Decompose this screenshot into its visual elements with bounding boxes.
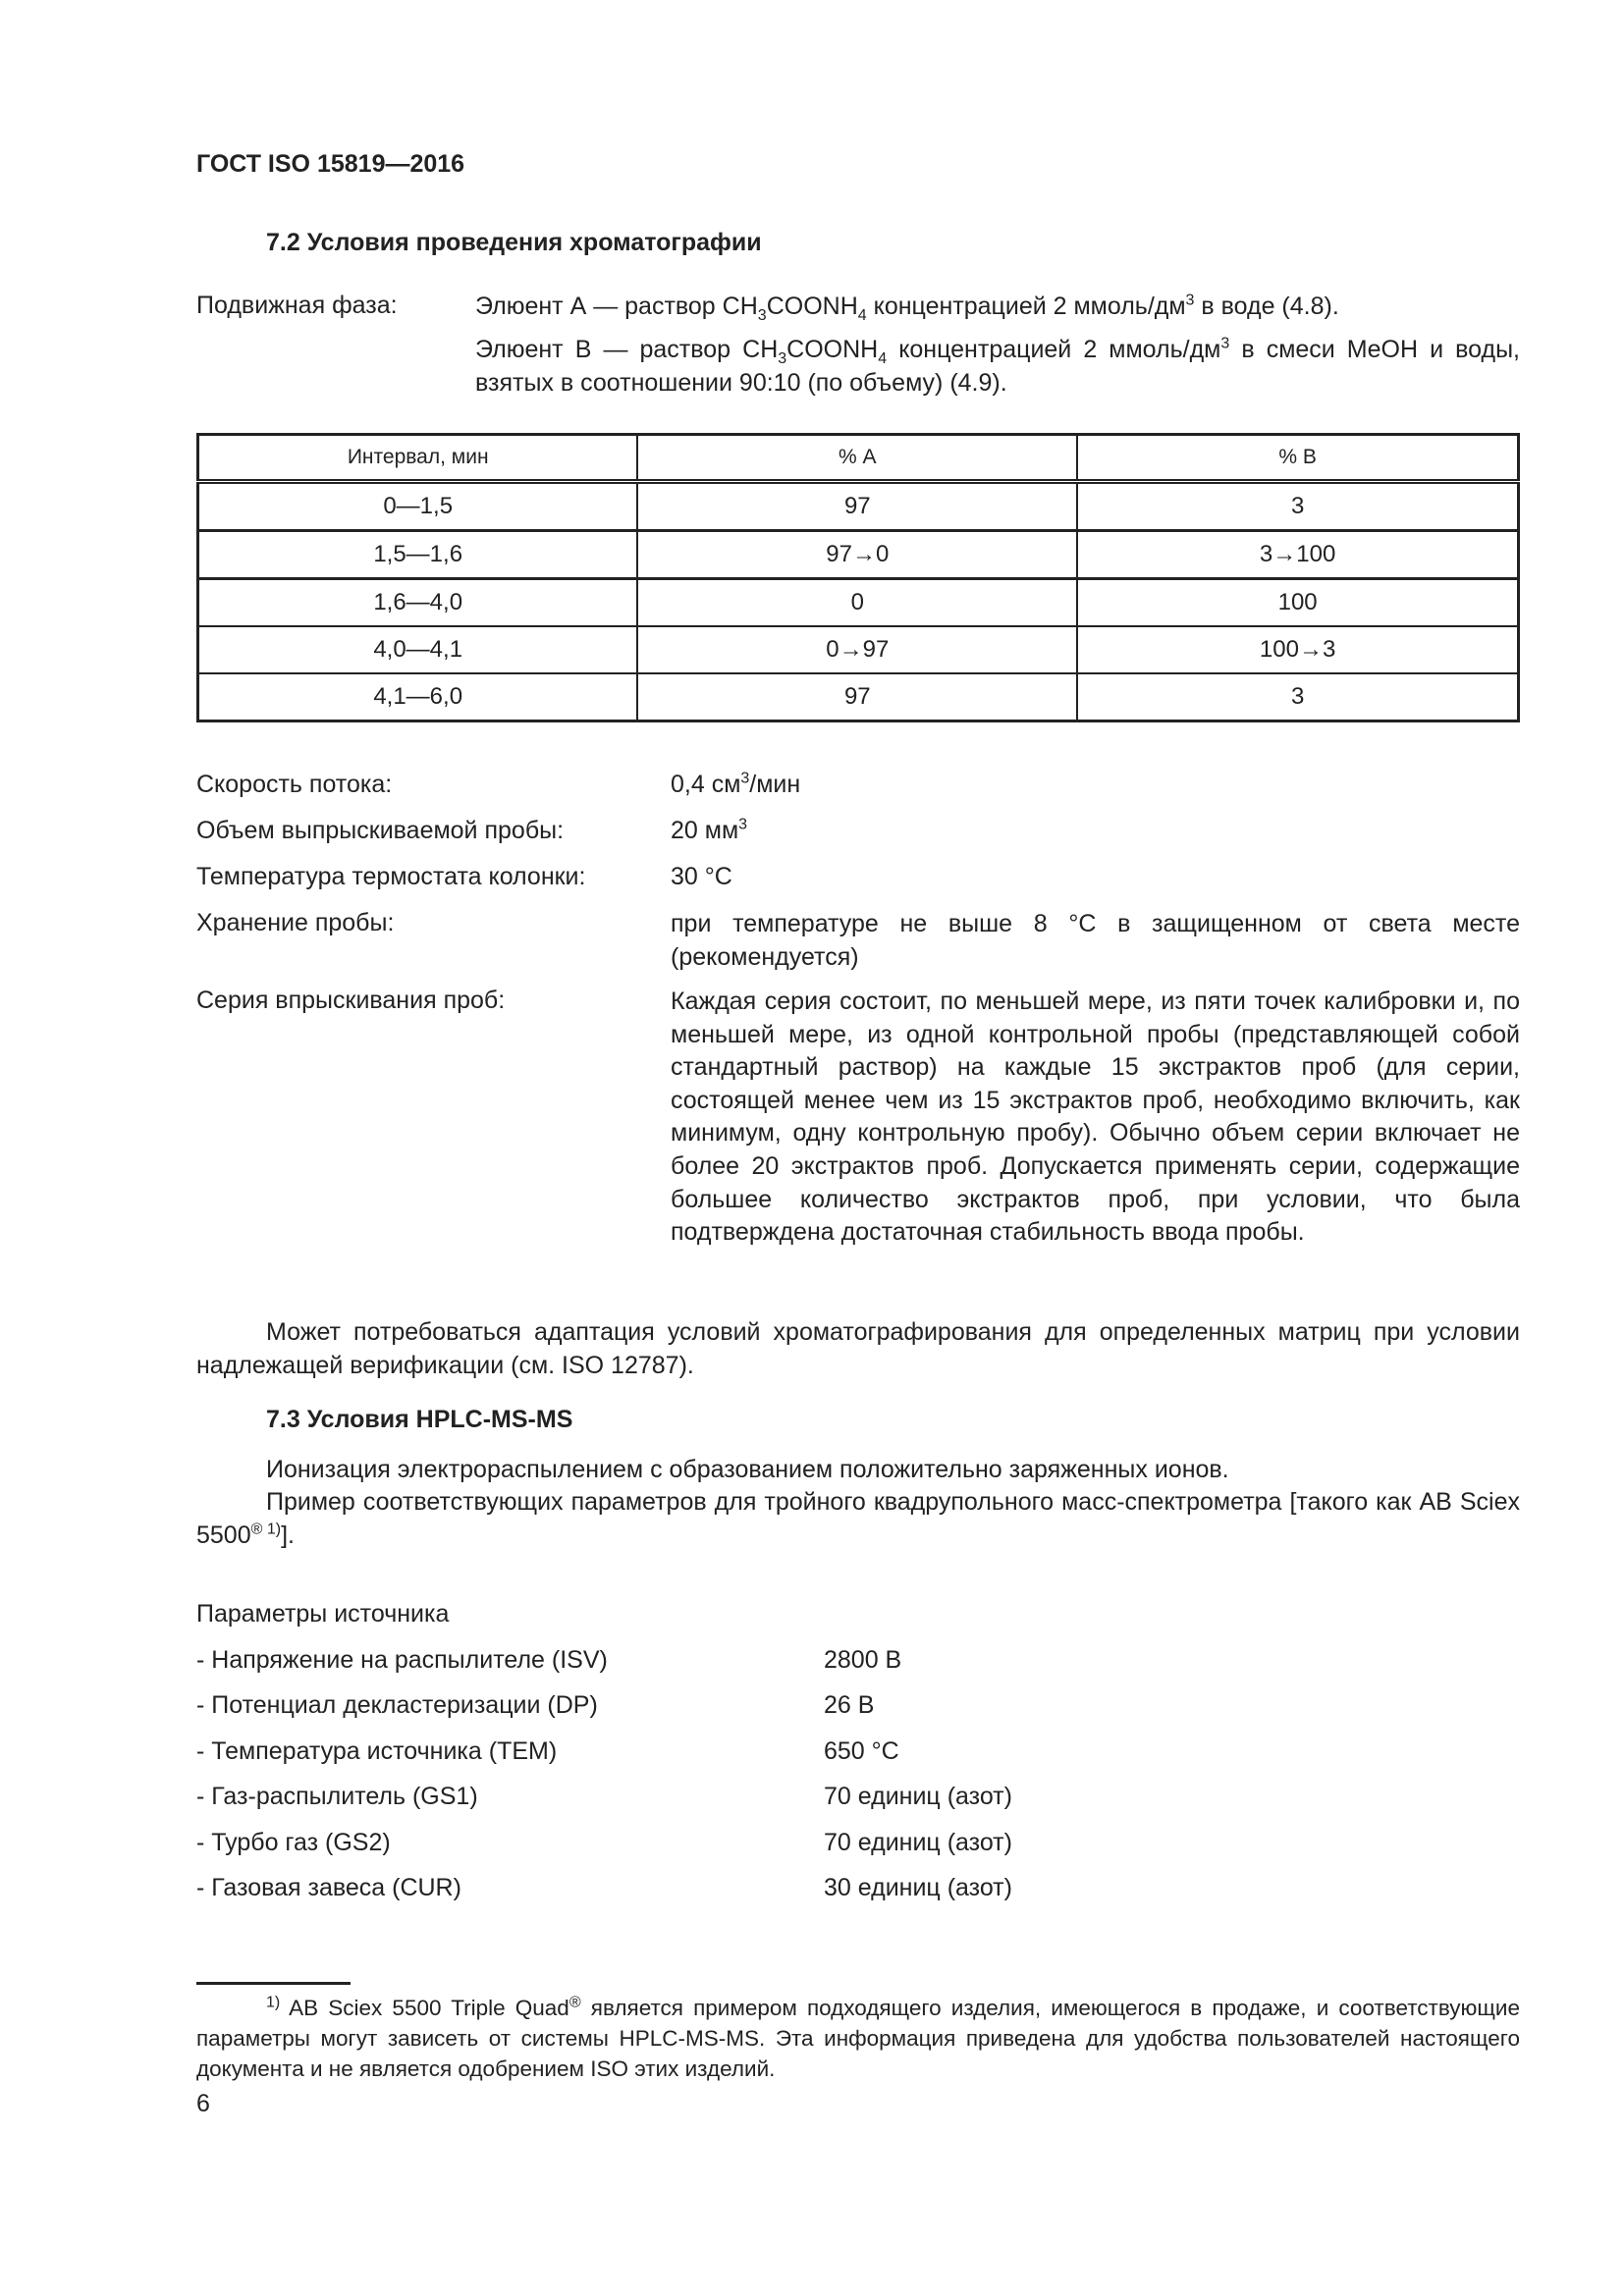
injection-series-label: Серия впрыскивания проб: [196, 987, 506, 1014]
footnote-text: AB Sciex 5500 Triple Quad [280, 1996, 569, 2020]
flow-value: 0,4 см [671, 771, 741, 798]
adaptation-paragraph: Может потребоваться адаптация условий хроматографирования для определенных матриц при условии надлежащей верификации (см. ISO 12787). [196, 1318, 1520, 1379]
footnote-ref: ® 1) [250, 1521, 282, 1538]
table-row [198, 531, 1519, 579]
injection-volume-label: Объем выпрыскиваемой пробы: [196, 817, 565, 844]
table-row [198, 579, 1519, 627]
header-cell: Интервал, мин [198, 435, 638, 482]
flow-rate-label: Скорость потока: [196, 771, 393, 798]
table-row [198, 673, 1519, 721]
superscript: 3 [740, 770, 750, 787]
superscript: ® [568, 1994, 581, 2011]
table-cell: 1,6—4,0 [198, 579, 638, 627]
storage-value: при температуре не выше 8 °С в защищенном от света месте (рекомендуется) [671, 910, 1520, 971]
table-cell: 0→97 [637, 626, 1077, 673]
section-7-3-heading: 7.3 Условия HPLC-MS-MS [266, 1406, 573, 1433]
injection-volume-value [671, 817, 747, 845]
eluent-a-text: COONH [766, 293, 858, 320]
eluent-b-text: в смеси MeOH и воды, взятых в соотношении 90:10 (по объему) (4.9). [475, 336, 1520, 397]
example-paragraph [196, 1486, 1520, 1552]
header-cell: % А [637, 435, 1077, 482]
param-value: 30 единиц (азот) [824, 1874, 1012, 1901]
param-label: - Напряжение на распылителе (ISV) [196, 1646, 608, 1674]
header-cell: % В [1077, 435, 1518, 482]
table-cell: 4,0—4,1 [198, 626, 638, 673]
table-row [198, 626, 1519, 673]
footnote [196, 1993, 1520, 2084]
example-text: Пример соответствующих параметров для тройного квадрупольного масс-спектрометра [такого как AB Sciex 5500 [196, 1488, 1520, 1549]
footnote-text: является примером подходящего изделия, имеющегося в продаже, и соответствующие параметры могут зависеть от системы HPLC-MS-MS. Эта информация приведена для удобства пользователей настоящего документа и не является одобрением ISO этих изделий. [196, 1996, 1520, 2081]
superscript: 3 [738, 816, 748, 833]
example-text: ]. [281, 1521, 295, 1549]
param-value: 70 единиц (азот) [824, 1829, 1012, 1856]
eluent-a-text: в воде (4.8). [1194, 293, 1339, 320]
param-value: 650 °С [824, 1737, 899, 1765]
table-header-row [198, 435, 1519, 482]
eluent-a-text: Элюент А — раствор CH [475, 293, 758, 320]
document-id: ГОСТ ISO 15819—2016 [196, 150, 465, 178]
mobile-phase-label: Подвижная фаза: [196, 292, 398, 319]
subscript: 4 [878, 350, 888, 367]
param-label: - Турбо газ (GS2) [196, 1829, 391, 1856]
eluent-b-text: COONH [786, 336, 879, 363]
source-params-title: Параметры источника [196, 1600, 450, 1628]
flow-unit: /мин [749, 771, 801, 798]
table-cell: 97 [637, 673, 1077, 721]
table-cell: 100→3 [1077, 626, 1518, 673]
eluent-a [475, 291, 1520, 324]
footnote-divider [196, 1982, 351, 1985]
param-value: 26 В [824, 1691, 875, 1719]
table-cell: 0 [637, 579, 1077, 627]
param-label: - Газовая завеса (CUR) [196, 1874, 461, 1901]
storage-label: Хранение пробы: [196, 909, 395, 936]
table-cell: 100 [1077, 579, 1518, 627]
superscript: 3 [1220, 335, 1230, 352]
eluent-a-text: концентрацией 2 ммоль/дм [866, 293, 1186, 320]
table-cell: 3→100 [1077, 531, 1518, 579]
column-temp-value: 30 °С [671, 863, 732, 890]
injection-series-value: Каждая серия состоит, по меньшей мере, из пяти точек калибровки и, по меньшей мере, из одной контрольной пробы (представляющей собой стандартный раствор) на каждые 15 экстрактов проб (для серии, состоящей менее чем из 15 экстрактов проб, необходимо включить, как минимум, одну контрольную пробу). Обычно объем серии включает не более 20 экстрактов проб. Допускается применять серии, содержащие большее количество экстрактов проб, при условии, что была подтверждена достаточная стабильность ввода пробы. [671, 988, 1520, 1247]
eluent-b-text: Элюент В — раствор CH [475, 336, 779, 363]
table-cell: 3 [1077, 482, 1518, 531]
table-cell: 97 [637, 482, 1077, 531]
gradient-table [196, 433, 1520, 722]
param-value: 70 единиц (азот) [824, 1783, 1012, 1810]
table-row [198, 482, 1519, 531]
param-value: 2800 В [824, 1646, 902, 1674]
superscript: 3 [1185, 292, 1195, 309]
page-number: 6 [196, 2090, 210, 2117]
subscript: 3 [757, 307, 767, 324]
param-label: - Газ-распылитель (GS1) [196, 1783, 478, 1810]
subscript: 4 [857, 307, 867, 324]
footnote-mark: 1) [266, 1994, 281, 2011]
section-7-2-heading: 7.2 Условия проведения хроматографии [266, 229, 762, 256]
subscript: 3 [778, 350, 787, 367]
table-cell: 3 [1077, 673, 1518, 721]
eluent-b-text: концентрацией 2 ммоль/дм [887, 336, 1221, 363]
table-cell: 1,5—1,6 [198, 531, 638, 579]
eluent-b [475, 334, 1520, 400]
ionization-text: Ионизация электрораспылением с образованием положительно заряженных ионов. [266, 1456, 1229, 1483]
table-cell: 97→0 [637, 531, 1077, 579]
table-cell: 0—1,5 [198, 482, 638, 531]
table-cell: 4,1—6,0 [198, 673, 638, 721]
column-temp-label: Температура термостата колонки: [196, 863, 586, 890]
volume-value: 20 мм [671, 817, 739, 844]
param-label: - Температура источника (TEM) [196, 1737, 558, 1765]
param-label: - Потенциал декластеризации (DP) [196, 1691, 598, 1719]
flow-rate-value [671, 771, 800, 799]
